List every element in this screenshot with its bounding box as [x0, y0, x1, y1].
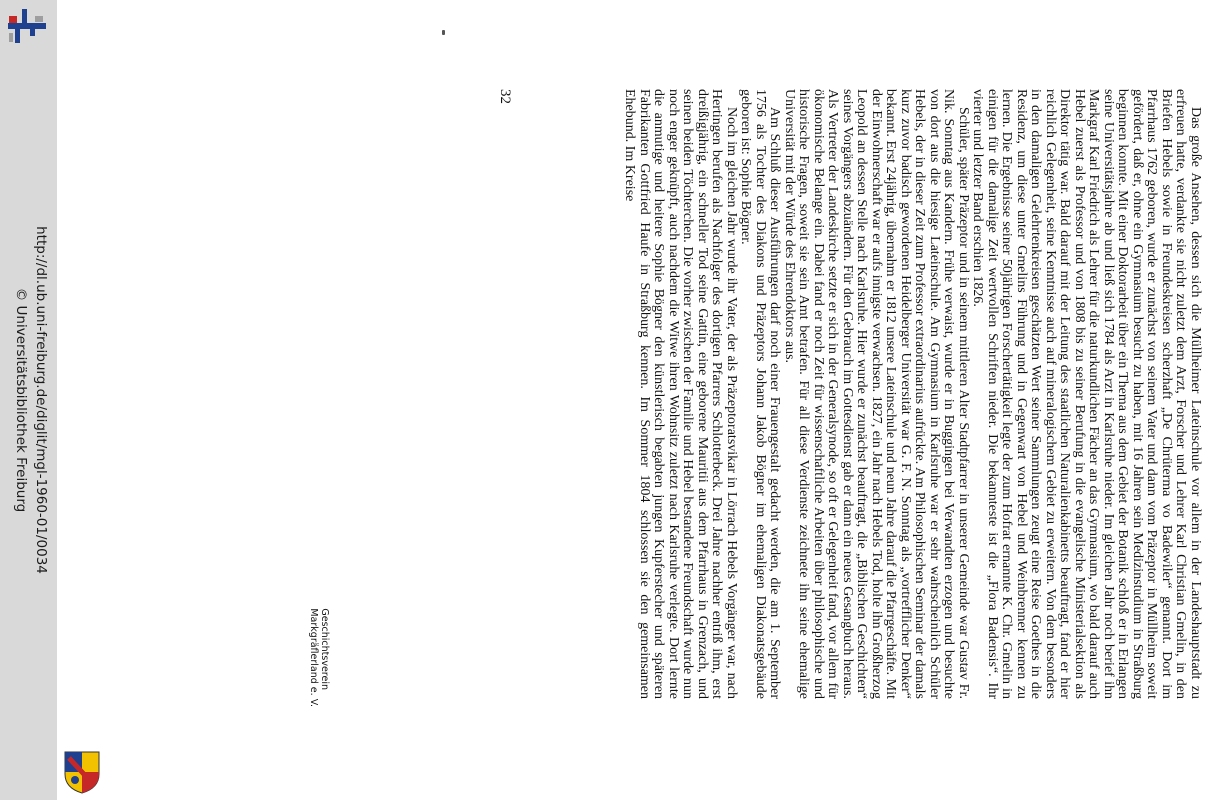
source-url-link[interactable]: http://dl.ub.uni-freiburg.de/diglit/mgl-1960-01/0034	[33, 226, 49, 574]
source-info	[11, 226, 51, 574]
rotated-page-content	[302, 89, 1203, 707]
society-crest-icon	[63, 750, 101, 794]
viewer-sidebar	[0, 0, 57, 800]
paragraph-gmelin: Das große Ansehen, dessen sich die Müllheimer Lateinschule vor allem in der Landeshauptstadt zu erfreuen hatte, verdankte sie nicht zuletzt dem Arzt, Forscher und Lehrer Karl Christian Gmelin, in den Briefen Hebels sowie in Freundeskreisen scherzhaft „De Chrüterma vo Badewiler“ genannt. Dort im Pfarrhaus 1762 geboren, wurde er zunächst von seinem Vater und dann vom Präzeptor in Müllheim soweit gefördert, daß er, ohne ein Gymnasium besucht zu haben, mit 16 Jahren sein Medizinstudium in Straßburg beginnen konnte. Mit einer Doktorarbeit über ein Thema aus dem Gebiet der Botanik schloß er in Erlangen seine Universitätsjahre ab und ließ sich 1784 als Arzt in Karlsruhe nieder. Im gleichen Jahr noch berief ihn Markgraf Karl Friedrich als Lehrer für die naturkundlichen Fächer an das Gymnasium, wo bald darauf auch Hebel zuerst als Professor und von 1808 bis zu seiner Berufung in die evangelische Ministerialsektion als Direktor tätig war. Bald darauf mit der Leitung des staatlichen Naturalienkabinetts beauftragt, fand er hier reichlich Gelegenheit, seine Kenntnisse auch auf mineralogischem Gebiet zu erweitern. Von dem besonders in den damaligen Gelehrtenkreisen geschätzten Wert seiner Sammlungen zeugt eine Reise Goethes in die Residenz, um diese unter Gmelins Führung und in Gegenwart von Hebel und Weinbrenner kennen zu lernen. Die Ergebnisse seiner 50jährigen Forschertätigkeit legte der zum Hofrat ernannte K. Chr. Gmelin in einigen für die damalige Zeit wertvollen Schriften nieder. Die bekannteste ist die „Flora Badensis“. Ihr vierter und letzter Band erschien 1826.	[970, 89, 1203, 699]
paragraph-sonntag: Schüler, später Präzeptor und in seinem mittleren Alter Stadtpfarrer in unserer Gemeinde war Gustav Fr. Nik. Sonntag aus Kandern. Frühe verwaist, wurde er in Buggingen bei Verwandten erzogen und besuchte von dort aus die hiesige Lateinschule. Am Gymnasium in Karlsruhe war er sehr wahrscheinlich Schüler Hebels, der in dieser Zeit zum Professor extraordinarius aufrückte. Am Philosophischen Seminar der damals kurz zuvor badisch gewordenen Heidelberger Universität war G. F. N. Sonntag als „vortrefflicher Denker“ bekannt. Erst 24jährig, übernahm er 1812 unsere Lateinschule und neun Jahre darauf die Pfarrgeschäfte. Mit der Einwohnerschaft war er aufs innigste verwachsen. 1827, ein Jahr nach Hebels Tod, holte ihn Großherzog Leopold an dessen Stelle nach Karlsruhe. Hier wurde er zunächst beauftragt, die „Biblischen Geschichten“ seines Vorgängers abzuändern. Für den Gebrauch im Gottesdienst gab er dann ein neues Gesangbuch heraus. Als Vertreter der Landeskirche setzte er sich in der Generalsynode, so oft er Gelegenheit fand, vor allem für ökonomische Belange ein. Dabei fand er noch Zeit für wissenschaftliche Arbeiten über philosophische und historische Fragen, soweit sie sein Amt betrafen. Für all diese Verdienste zeichnete ihn seine ehemalige Universität mit der Würde des Ehrendoktors aus.	[782, 89, 971, 699]
page-number: 32	[497, 89, 513, 104]
document-page	[57, 0, 1216, 800]
paragraph-boegner-intro: Am Schluß dieser Ausführungen darf noch einer Frauengestalt gedacht werden, die am 1. September 1756 als Tochter des Diakons und Präzeptors Johann Jakob Bögner im ehemaligen Diakonatsgebäude geboren ist: Sophie Bögner.	[738, 89, 783, 699]
paragraph-boegner-family: Noch im gleichen Jahr wurde ihr Vater, der als Präzeptoratsvikar in Lörrach Hebels Vorgänger war, nach Hertingen berufen als Nachfolger des dortigen Pfarrers Schlotterbeck. Drei Jahre nachher entriß ihm, erst dreißigjährig, ein schneller Tod seine Gattin, eine geborene Mauritii aus dem Pfarrhaus in Grenzach, und seinen beiden Töchterchen. Die vorher zwischen der Familie und Hebel bestandene Freundschaft wurde nun noch enger geknüpft, auch nachdem die Witwe ihren Wohnsitz zuletzt nach Karlsruhe verlegte. Dort lernte die anmutige und heitere Sophie Bögner den künstlerisch begabten jungen Kupferstecher und späteren Fabrikanten Gottfried Haufe in Straßburg kennen. Im Sommer 1804 schlossen sie den gemeinsamen Ehebund. Im Kreise	[622, 89, 739, 699]
scan-mark	[442, 30, 445, 35]
society-name	[308, 608, 330, 707]
society-name-line-1: Geschichtsverein	[319, 608, 330, 690]
body-text	[622, 89, 1202, 699]
society-name-line-2: Markgräflerland e. V.	[308, 608, 319, 707]
university-library-logo-icon	[6, 6, 48, 52]
copyright-notice: © Universitätsbibliothek Freiburg	[13, 287, 29, 513]
